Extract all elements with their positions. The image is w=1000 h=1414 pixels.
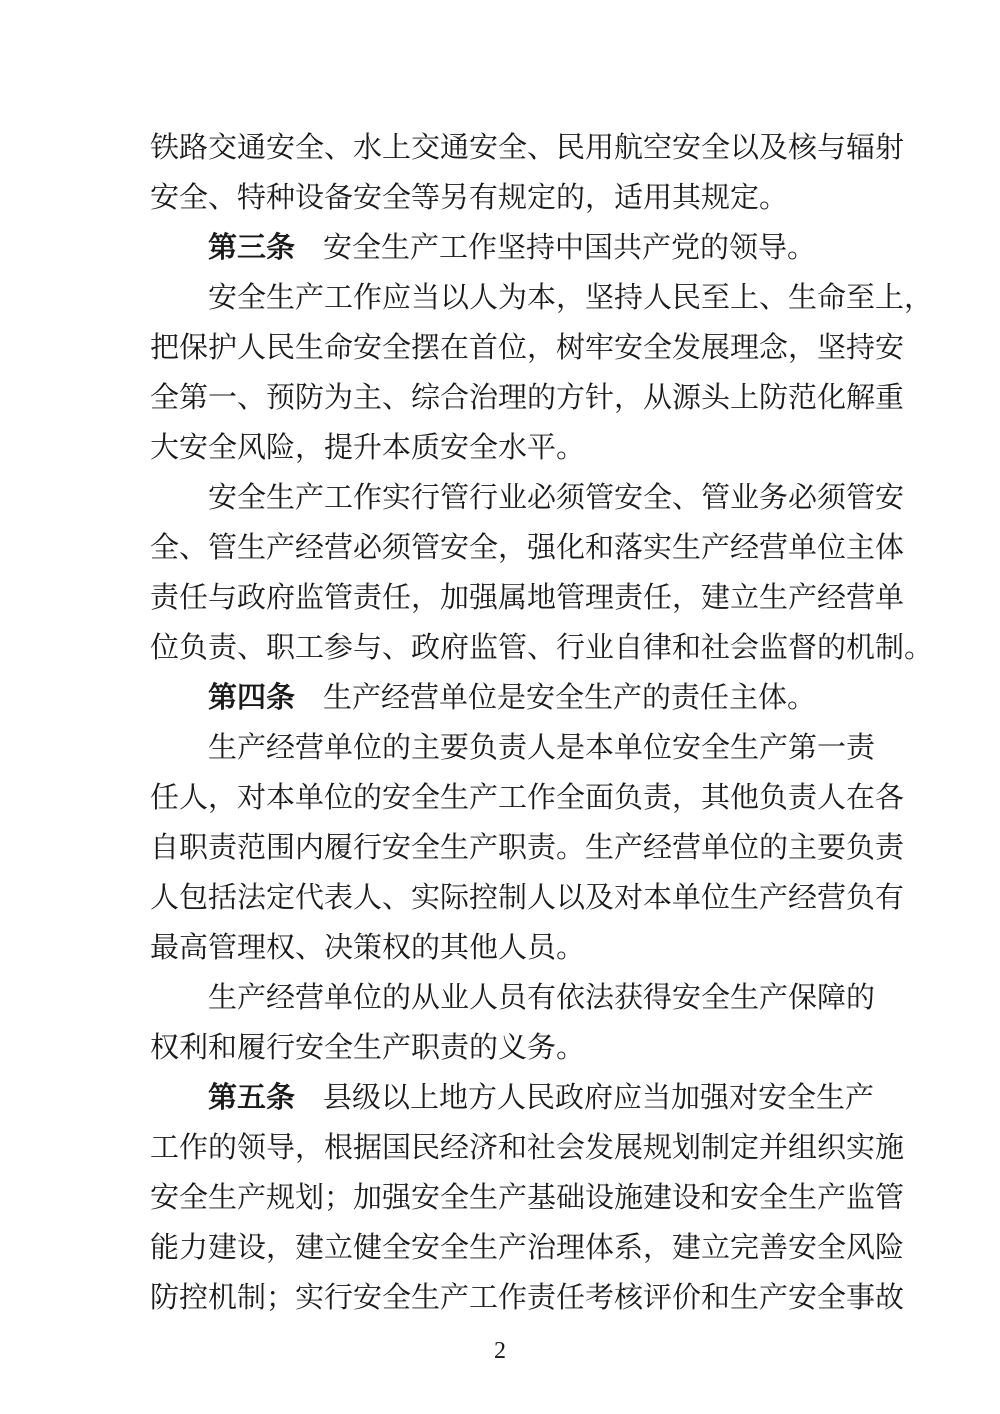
paragraph-line: 能力建设，建立健全安全生产治理体系，建立完善安全风险 <box>150 1230 905 1264</box>
paragraph-line: 自职责范围内履行安全生产职责。生产经营单位的主要负责 <box>150 830 905 864</box>
paragraph-line: 铁路交通安全、水上交通安全、民用航空安全以及核与辐射 <box>150 130 905 164</box>
paragraph-line: 安全生产工作应当以人为本，坚持人民至上、生命至上， <box>208 280 934 314</box>
page-number: 2 <box>494 1338 506 1364</box>
paragraph-line: 全、管生产经营必须管安全，强化和落实生产经营单位主体 <box>150 530 905 564</box>
article-5-line <box>208 1072 875 1122</box>
paragraph-line: 最高管理权、决策权的其他人员。 <box>150 930 586 964</box>
article-3-line <box>208 222 850 272</box>
article-4-line <box>208 672 850 722</box>
article-5-text: 县级以上地方人民政府应当加强对安全生产 <box>323 1080 875 1114</box>
paragraph-line: 人包括法定代表人、实际控制人以及对本单位生产经营负有 <box>150 880 905 914</box>
paragraph-line: 工作的领导，根据国民经济和社会发展规划制定并组织实施 <box>150 1130 905 1164</box>
paragraph-line: 把保护人民生命安全摆在首位，树牢安全发展理念，坚持安 <box>150 330 905 364</box>
paragraph-line: 防控机制；实行安全生产工作责任考核评价和生产安全事故 <box>150 1280 905 1314</box>
paragraph-line: 权利和履行安全生产职责的义务。 <box>150 1030 586 1064</box>
paragraph-line: 任人，对本单位的安全生产工作全面负责，其他负责人在各 <box>150 780 905 814</box>
paragraph-line: 全第一、预防为主、综合治理的方针，从源头上防范化解重 <box>150 380 905 414</box>
article-3-heading: 第三条 <box>208 230 296 264</box>
paragraph-line: 安全、特种设备安全等另有规定的，适用其规定。 <box>150 180 789 214</box>
paragraph-line: 大安全风险，提升本质安全水平。 <box>150 430 586 464</box>
paragraph-line: 责任与政府监管责任，加强属地管理责任，建立生产经营单 <box>150 580 905 614</box>
paragraph-line: 安全生产工作实行管行业必须管安全、管业务必须管安 <box>208 480 905 514</box>
article-4-heading: 第四条 <box>208 680 296 714</box>
paragraph-line: 安全生产规划；加强安全生产基础设施建设和安全生产监管 <box>150 1180 905 1214</box>
paragraph-line: 位负责、职工参与、政府监管、行业自律和社会监督的机制。 <box>150 630 934 664</box>
article-4-text: 生产经营单位是安全生产的责任主体。 <box>323 680 817 714</box>
paragraph-line: 生产经营单位的从业人员有依法获得安全生产保障的 <box>208 980 876 1014</box>
paragraph-line: 生产经营单位的主要负责人是本单位安全生产第一责 <box>208 730 876 764</box>
article-5-heading: 第五条 <box>208 1080 296 1114</box>
article-3-text: 安全生产工作坚持中国共产党的领导。 <box>323 230 817 264</box>
